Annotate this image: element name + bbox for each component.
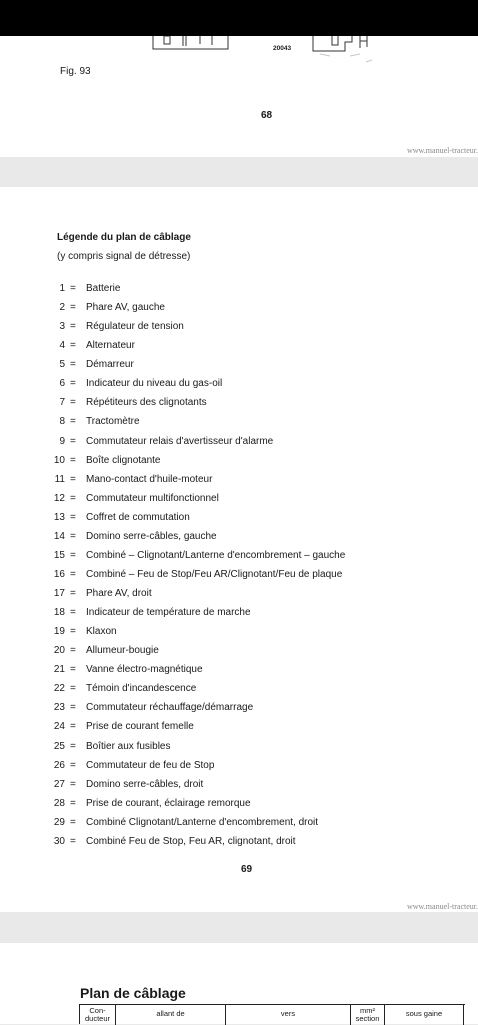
legend-item <box>0 416 478 435</box>
page-number: 68 <box>261 110 273 121</box>
legend-number: 18 <box>53 607 65 619</box>
legend-number: 24 <box>53 721 65 733</box>
legend-item <box>0 702 478 721</box>
legend-equals: = <box>70 797 76 809</box>
legend-number: 29 <box>53 816 65 828</box>
legend-text: Phare AV, droit <box>86 588 152 599</box>
legend-item <box>0 588 478 607</box>
col-header: allant de <box>116 1005 226 1025</box>
legend-item <box>0 779 478 798</box>
page-69 <box>0 187 478 912</box>
legend-number: 8 <box>59 416 65 428</box>
col-header: Con- ducteur <box>80 1005 116 1025</box>
legend-number: 2 <box>59 302 65 314</box>
legend-text: Boîtier aux fusibles <box>86 740 171 752</box>
legend-equals: = <box>70 378 76 390</box>
legend-item <box>0 550 478 569</box>
legend-equals: = <box>70 721 76 733</box>
legend-text: Combiné Feu de Stop, Feu AR, clignotant, droit <box>86 835 296 847</box>
legend-text: Témoin d'incandescence <box>86 683 197 695</box>
legend-text: Commutateur réchauffage/démarrage <box>86 702 254 714</box>
legend-equals: = <box>70 568 76 580</box>
legend-equals: = <box>70 359 76 371</box>
legend-text: Tractomètre <box>86 416 140 428</box>
watermark: www.manuel-tracteur. <box>406 146 478 155</box>
legend-number: 6 <box>59 378 65 390</box>
legend-text: Phare AV, gauche <box>86 302 165 314</box>
legend-number: 11 <box>54 473 65 485</box>
legend-number: 27 <box>53 778 65 790</box>
legend-text: Vanne électro-magnétique <box>86 664 203 676</box>
page-70 <box>0 943 478 1024</box>
legend-item <box>0 836 478 855</box>
legend-item <box>0 683 478 702</box>
legend-equals: = <box>70 588 76 599</box>
diagram-code: 20043 <box>273 45 292 52</box>
legend-text: Régulateur de tension <box>86 321 184 333</box>
legend-equals: = <box>70 549 76 561</box>
legend-number: 12 <box>53 492 65 504</box>
legend-equals: = <box>70 626 76 638</box>
legend-equals: = <box>70 511 76 523</box>
legend-item <box>0 607 478 626</box>
legend-number: 16 <box>53 568 65 580</box>
legend-item <box>0 493 478 512</box>
legend-equals: = <box>70 664 76 676</box>
legend-number: 3 <box>59 321 65 333</box>
col-header: vers <box>226 1005 351 1025</box>
legend-equals: = <box>70 473 76 485</box>
legend-list <box>0 283 478 855</box>
legend-text: Commutateur relais d'avertisseur d'alarme <box>86 435 274 447</box>
legend-item <box>0 741 478 760</box>
legend-number: 10 <box>53 454 65 466</box>
legend-text: Boîte clignotante <box>86 454 161 466</box>
legend-equals: = <box>70 435 76 447</box>
legend-item <box>0 321 478 340</box>
legend-number: 19 <box>53 626 65 638</box>
legend-number: 4 <box>59 340 65 352</box>
legend-item <box>0 340 478 359</box>
legend-equals: = <box>70 321 76 333</box>
legend-text: Domino serre-câbles, gauche <box>86 530 217 542</box>
legend-number: 7 <box>59 397 65 409</box>
legend-item <box>0 626 478 645</box>
legend-number: 25 <box>53 740 65 752</box>
legend-text: Répétiteurs des clignotants <box>86 397 207 409</box>
legend-number: 9 <box>59 435 65 447</box>
legend-text: Allumeur-bougie <box>86 645 159 657</box>
watermark: www.manuel-tracteur. <box>406 902 478 911</box>
figure-label: Fig. 93 <box>60 66 91 77</box>
col-header: mm² section <box>351 1005 385 1025</box>
legend-number: 21 <box>53 664 65 676</box>
wiring-diagram-fragment <box>0 36 478 66</box>
legend-equals: = <box>70 759 76 771</box>
legend-equals: = <box>70 740 76 752</box>
legend-item <box>0 721 478 740</box>
legend-text: Prise de courant, éclairage remorque <box>86 797 251 809</box>
legend-item <box>0 664 478 683</box>
legend-number: 22 <box>53 683 65 695</box>
wiring-table-header <box>79 1004 465 1024</box>
legend-number: 14 <box>53 530 65 542</box>
legend-item <box>0 474 478 493</box>
legend-text: Klaxon <box>86 626 117 638</box>
legend-number: 5 <box>59 359 65 371</box>
legend-item <box>0 378 478 397</box>
legend-number: 20 <box>53 645 65 657</box>
legend-text: Indicateur de température de marche <box>86 607 251 619</box>
legend-equals: = <box>70 835 76 847</box>
legend-number: 15 <box>53 549 65 561</box>
legend-text: Alternateur <box>86 340 135 352</box>
legend-item <box>0 531 478 550</box>
legend-number: 26 <box>53 759 65 771</box>
legend-equals: = <box>70 416 76 428</box>
legend-equals: = <box>70 340 76 352</box>
legend-number: 17 <box>53 588 65 599</box>
legend-equals: = <box>70 397 76 409</box>
legend-number: 1 <box>59 283 65 294</box>
legend-equals: = <box>70 816 76 828</box>
top-status-bar <box>0 0 478 36</box>
legend-equals: = <box>70 607 76 619</box>
legend-item <box>0 645 478 664</box>
legend-item <box>0 760 478 779</box>
page-number: 69 <box>241 864 253 875</box>
legend-item <box>0 512 478 531</box>
legend-equals: = <box>70 683 76 695</box>
legend-text: Combiné – Clignotant/Lanterne d'encombrement – gauche <box>86 549 346 561</box>
legend-item <box>0 569 478 588</box>
legend-equals: = <box>70 645 76 657</box>
legend-equals: = <box>70 702 76 714</box>
legend-item <box>0 817 478 836</box>
legend-heading: Légende du plan de câblage <box>57 232 191 243</box>
legend-text: Commutateur multifonctionnel <box>86 492 219 504</box>
legend-text: Démarreur <box>86 359 134 371</box>
legend-item <box>0 397 478 416</box>
legend-text: Batterie <box>86 283 121 294</box>
legend-equals: = <box>70 454 76 466</box>
legend-subheading: (y compris signal de détresse) <box>57 251 191 262</box>
legend-text: Mano-contact d'huile-moteur <box>86 473 213 485</box>
legend-number: 23 <box>53 702 65 714</box>
page-68 <box>0 36 478 157</box>
legend-text: Indicateur du niveau du gas-oil <box>86 378 223 390</box>
legend-item <box>0 302 478 321</box>
legend-equals: = <box>70 283 76 294</box>
legend-text: Domino serre-câbles, droit <box>86 778 204 790</box>
legend-item <box>0 283 478 302</box>
legend-text: Commutateur de feu de Stop <box>86 759 215 771</box>
legend-item <box>0 436 478 455</box>
legend-item <box>0 798 478 817</box>
legend-equals: = <box>70 778 76 790</box>
legend-equals: = <box>70 492 76 504</box>
legend-text: Prise de courant femelle <box>86 721 194 733</box>
legend-number: 13 <box>53 511 65 523</box>
legend-text: Coffret de commutation <box>86 511 190 523</box>
legend-item <box>0 359 478 378</box>
legend-number: 30 <box>53 835 65 847</box>
legend-text: Combiné Clignotant/Lanterne d'encombrement, droit <box>86 816 319 828</box>
legend-equals: = <box>70 530 76 542</box>
legend-number: 28 <box>53 797 65 809</box>
legend-item <box>0 455 478 474</box>
col-header: sous gaine <box>385 1005 464 1025</box>
plan-title: Plan de câblage <box>80 985 186 1001</box>
legend-equals: = <box>70 302 76 314</box>
legend-text: Combiné – Feu de Stop/Feu AR/Clignotant/Feu de plaque <box>86 568 343 580</box>
